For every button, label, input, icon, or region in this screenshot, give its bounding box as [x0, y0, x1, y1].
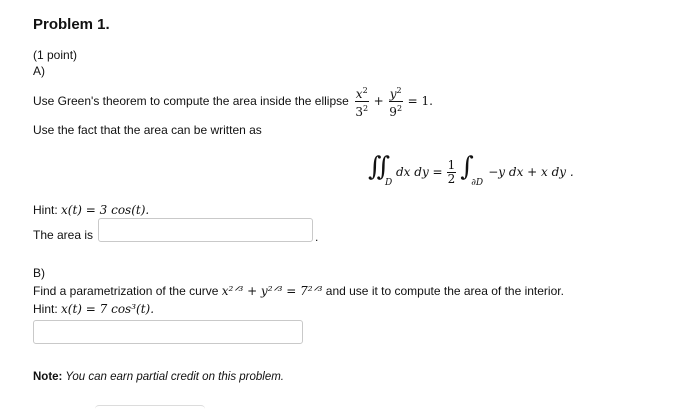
hint-label: Hint: [33, 203, 62, 217]
double-integral-symbol: ∬ D [368, 152, 393, 188]
hint-b-expression: x(t) = 7 cos³(t). [61, 302, 155, 316]
part-b-hint [33, 302, 154, 316]
x-fraction: $\frac{x^2}{3^2}$ [355, 85, 369, 119]
half-den: 2 [447, 171, 456, 186]
one-half [447, 159, 457, 186]
note-text: You can earn partial credit on this problem. [62, 371, 285, 383]
part-b-label: B) [33, 266, 45, 280]
area-formula [368, 152, 574, 192]
problem-title: Problem 1. [33, 16, 110, 33]
area-fact-text: Use the fact that the area can be written as [33, 123, 262, 137]
partial-credit-note [33, 371, 284, 383]
x-num: x [355, 86, 363, 101]
hint-b-label: Hint: [33, 302, 62, 316]
part-b-instruction-pre: Find a parametrization of the curve [33, 284, 219, 298]
half-num: 1 [447, 157, 456, 172]
hint-expression: x(t) = 3 cos(t). [61, 203, 150, 217]
part-b-answer-input[interactable] [33, 320, 303, 344]
plus-sign: + [373, 94, 384, 108]
part-b-instruction-post: and use it to compute the area of the interior. [325, 284, 564, 298]
y-den: 9 [389, 104, 397, 119]
rhs-integrand: −y dx + x dy . [488, 165, 574, 179]
lhs-integrand: dx dy = [396, 165, 443, 179]
area-answer-label: The area is [33, 228, 94, 242]
note-label: Note: [33, 371, 63, 383]
answer-suffix: . [315, 230, 319, 244]
y-num: y [389, 86, 397, 101]
part-a-hint [33, 203, 149, 217]
area-answer-input[interactable] [98, 218, 313, 242]
line-integral-symbol: ∫ ∂D [460, 152, 484, 188]
part-a-instruction [33, 84, 433, 118]
y-fraction: $\frac{y^2}{9^2}$ [389, 85, 403, 119]
region-subscript: D [385, 178, 393, 188]
ellipse-rhs: = 1. [407, 94, 433, 108]
points-label: (1 point) [33, 48, 78, 62]
part-b-instruction [33, 284, 564, 298]
part-a-instruction-text: Use Green's theorem to compute the area inside the ellipse [33, 94, 349, 108]
x-den: 3 [355, 104, 363, 119]
part-a-label: A) [33, 64, 45, 78]
ellipse-equation [355, 84, 433, 119]
boundary-subscript: ∂D [471, 178, 484, 188]
curve-equation: x²ᐟ³ + y²ᐟ³ = 7²ᐟ³ [221, 284, 323, 298]
